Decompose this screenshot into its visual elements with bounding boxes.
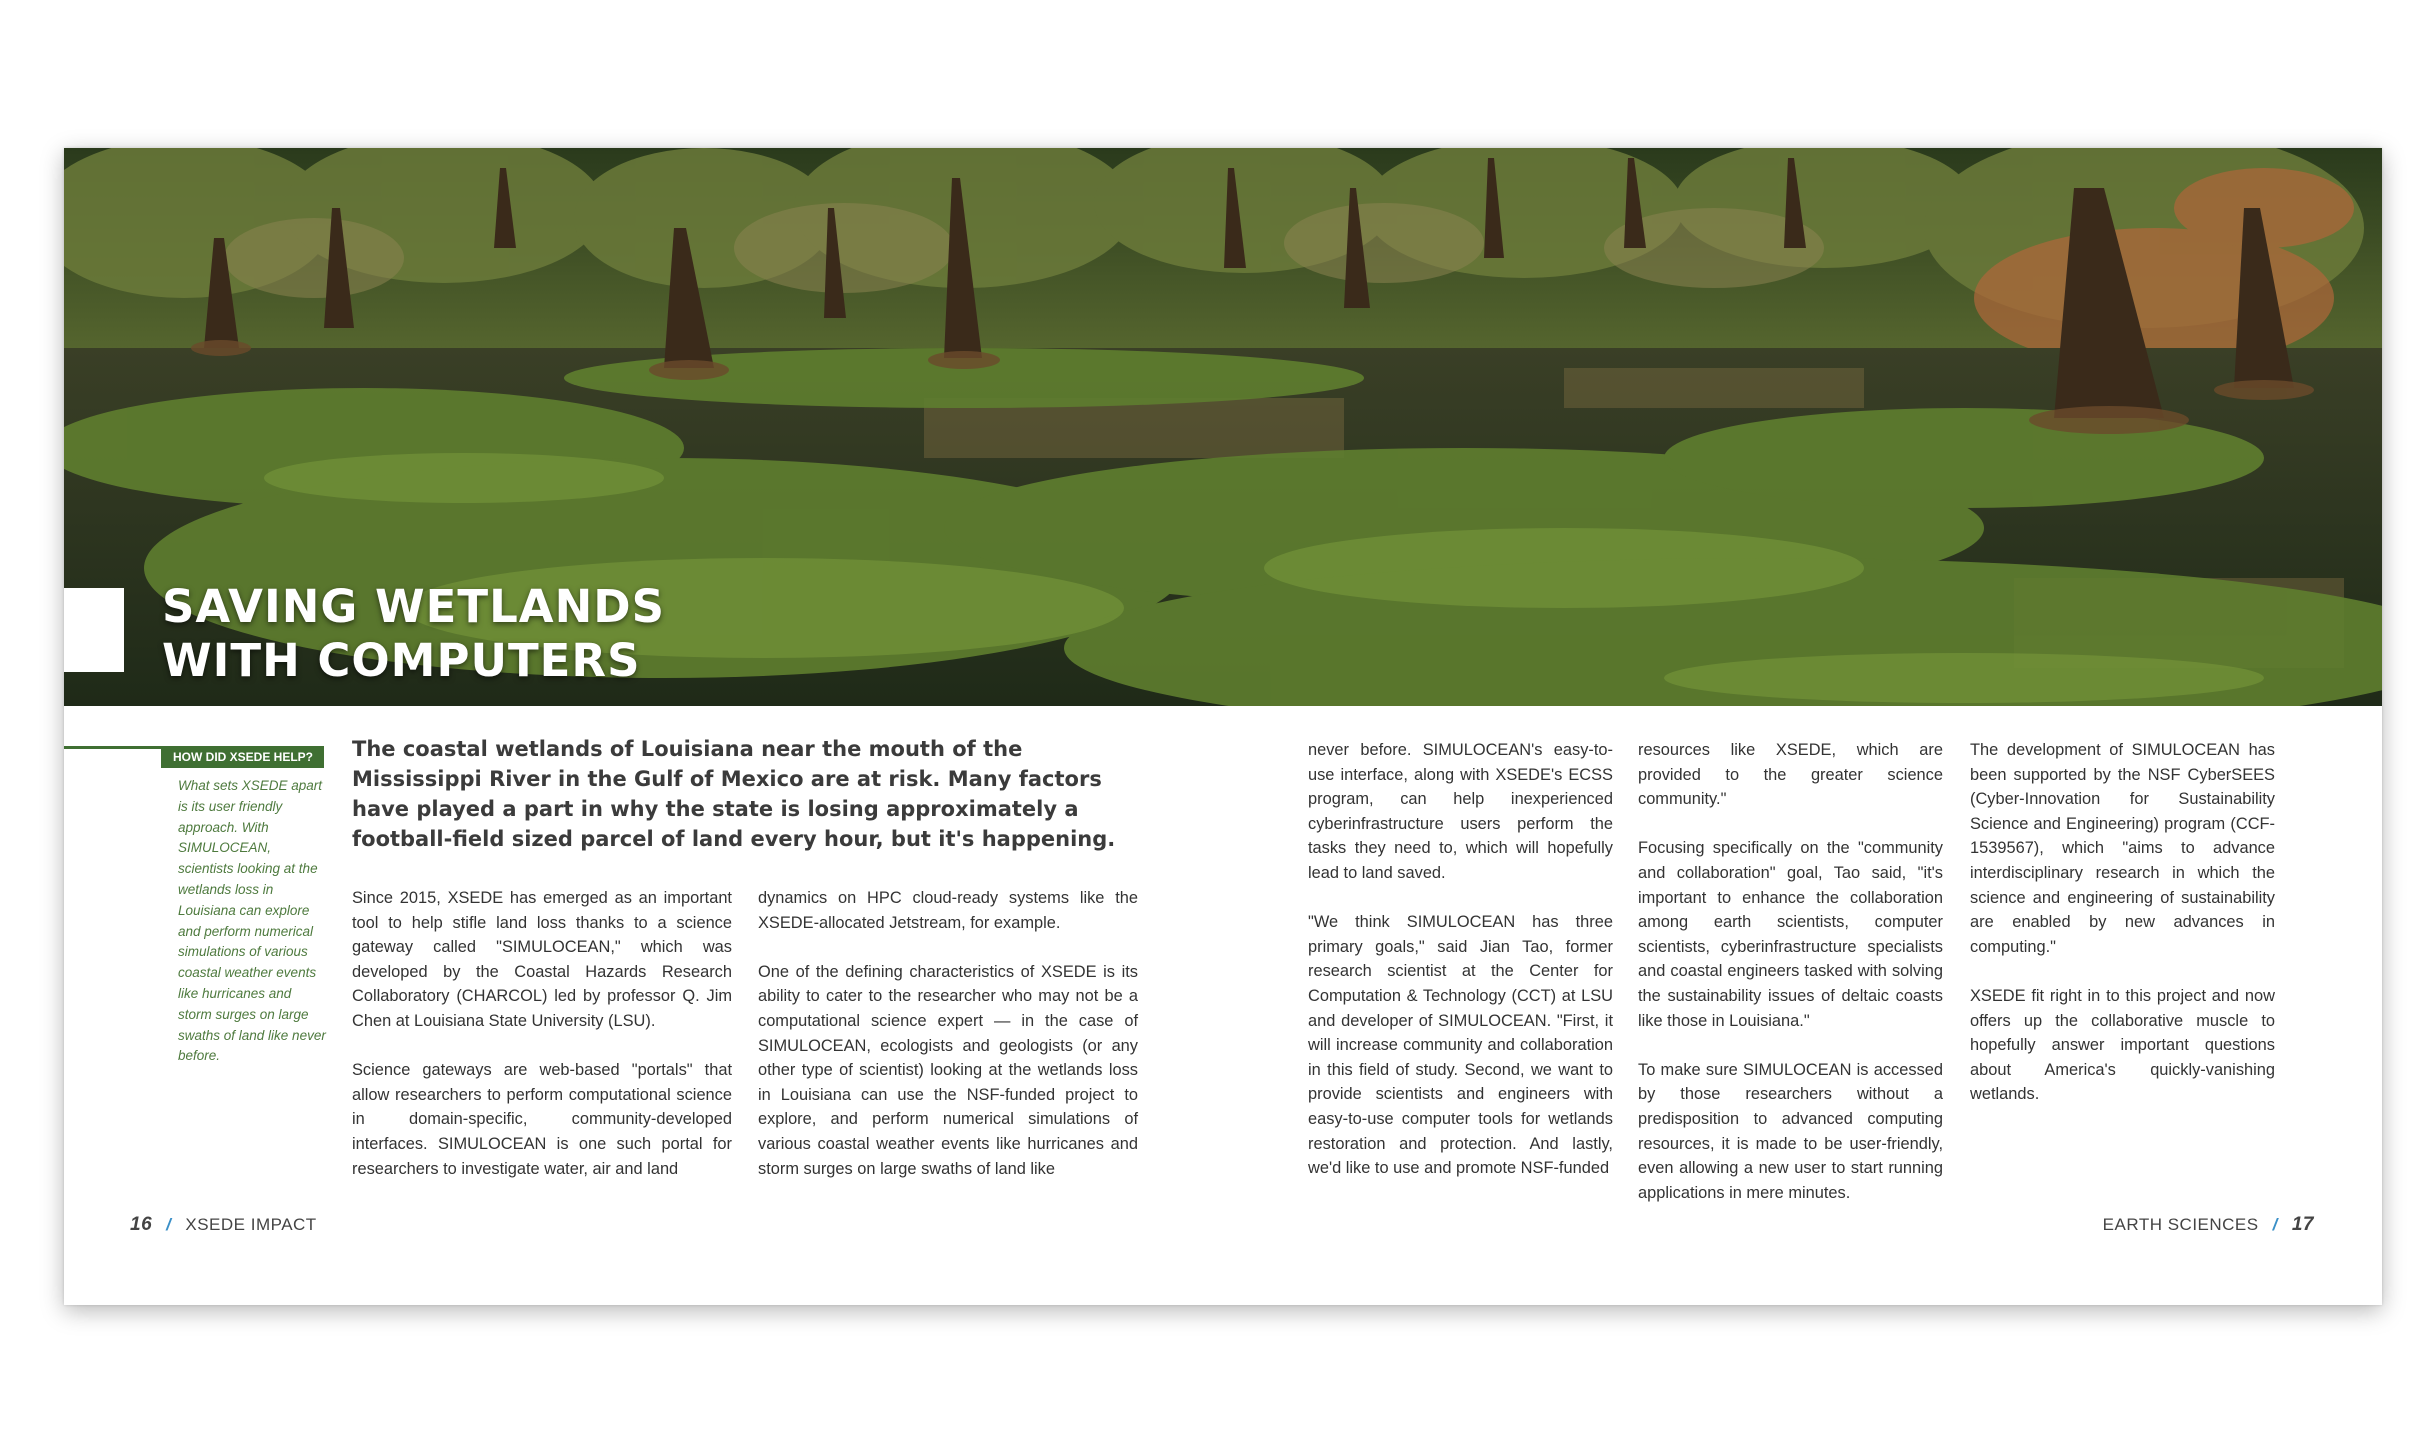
page-number-left: 16 [130,1214,153,1235]
sidebar-heading: HOW DID XSEDE HELP? [161,746,324,768]
sidebar-rule [64,746,162,749]
paragraph: Since 2015, XSEDE has emerged as an important tool to help stifle land loss thanks to a science gateway called "SIMULOCEAN," which was developed by the Coastal Hazards Research Collaboratory (CHARCOL) led by professor Q. Jim Chen at Louisiana State University (LSU). [352,889,732,1030]
paragraph: dynamics on HPC cloud-ready systems like the XSEDE-allocated Jetstream, for example. [758,889,1138,932]
article-title-line-2: WITH COMPUTERS [162,634,641,687]
folio-right [2103,1214,2314,1236]
body-column-1 [352,886,732,1181]
section-name-right: EARTH SCIENCES [2102,1215,2259,1234]
section-name-left: XSEDE IMPACT [185,1215,317,1234]
paragraph: never before. SIMULOCEAN's easy-to-use interface, along with XSEDE's ECSS program, can help inexperienced cyberinfrastructure users perform the tasks they need to, which will hopefully lead to land saved. [1308,741,1613,882]
paragraph: One of the defining characteristics of XSEDE is its ability to cater to the researcher who may not be a computational science expert — in the case of SIMULOCEAN, ecologists and geologists (or any other type of scientist) looking at the wetlands loss in Louisiana can use the NSF-funded project to explore, and perform numerical simulations of various coastal weather events like hurricanes and storm surges on large swaths of land like [758,962,1138,1178]
folio-left [130,1214,317,1236]
folio-slash-left: / [166,1215,172,1234]
magazine-spread [64,148,2382,1305]
title-accent-bar [64,588,124,672]
article-lede: The coastal wetlands of Louisiana near the mouth of the Mississippi River in the Gulf of Mexico are at risk. Many factors have played a part in why the state is losing approximately a football-field sized parcel of land every hour, but it's happening. [352,737,1116,851]
paragraph: XSEDE fit right in to this project and now offers up the collaborative muscle to hopefully answer important questions about America's quickly-vanishing wetlands. [1970,986,2275,1104]
paragraph: Science gateways are web-based "portals" that allow researchers to perform computational science in domain-specific, community-developed interfaces. SIMULOCEAN is one such portal for researchers to investigate water, air and land [352,1061,732,1178]
article-title [162,580,665,688]
body-column-2 [758,886,1138,1181]
sidebar-note: What sets XSEDE apart is its user friendly approach. With SIMULOCEAN, scientists looking at the wetlands loss in Louisiana can explore and perform numerical simulations of various coastal weather events like hurricanes and storm surges on large swaths of land like never before. [178,778,326,1064]
body-column-4 [1638,738,1943,1205]
body-column-5 [1970,738,2275,1107]
hero-photo-wetlands [64,148,2382,706]
body-column-3 [1308,738,1613,1181]
paragraph: The development of SIMULOCEAN has been supported by the NSF CyberSEES (Cyber-Innovation for Sustainability Science and Engineering) program (CCF-1539567), which "aims to advance interdisciplinary research in which the science and engineering of sustainability are enabled by new advances in computing." [1970,741,2275,956]
article-title-line-1: SAVING WETLANDS [162,580,666,633]
paragraph: To make sure SIMULOCEAN is accessed by those researchers without a predisposition to advanced computing resources, it is made to be user-friendly, even allowing a new user to start running applications in mere minutes. [1638,1060,1943,1202]
page-number-right: 17 [2291,1214,2314,1235]
paragraph: "We think SIMULOCEAN has three primary goals," said Jian Tao, former research scientist at the Center for Computation & Technology (CCT) at LSU and developer of SIMULOCEAN. "First, it will increase community and collaboration in this field of study. Second, we want to provide scientists and engineers with easy-to-use computer tools for wetlands restoration and protection. And lastly, we'd like to use and promote NSF-funded [1308,913,1613,1178]
paragraph: resources like XSEDE, which are provided to the greater science community." [1638,741,1943,809]
folio-slash-right: / [2272,1215,2278,1234]
paragraph: Focusing specifically on the "community and collaboration" goal, Tao said, "it's important to enhance the collaboration among earth scientists, computer scientists, cyberinfrastructure specialists and coastal engineers tasked with solving the sustainability issues of deltaic coasts like those in Louisiana." [1638,839,1943,1030]
